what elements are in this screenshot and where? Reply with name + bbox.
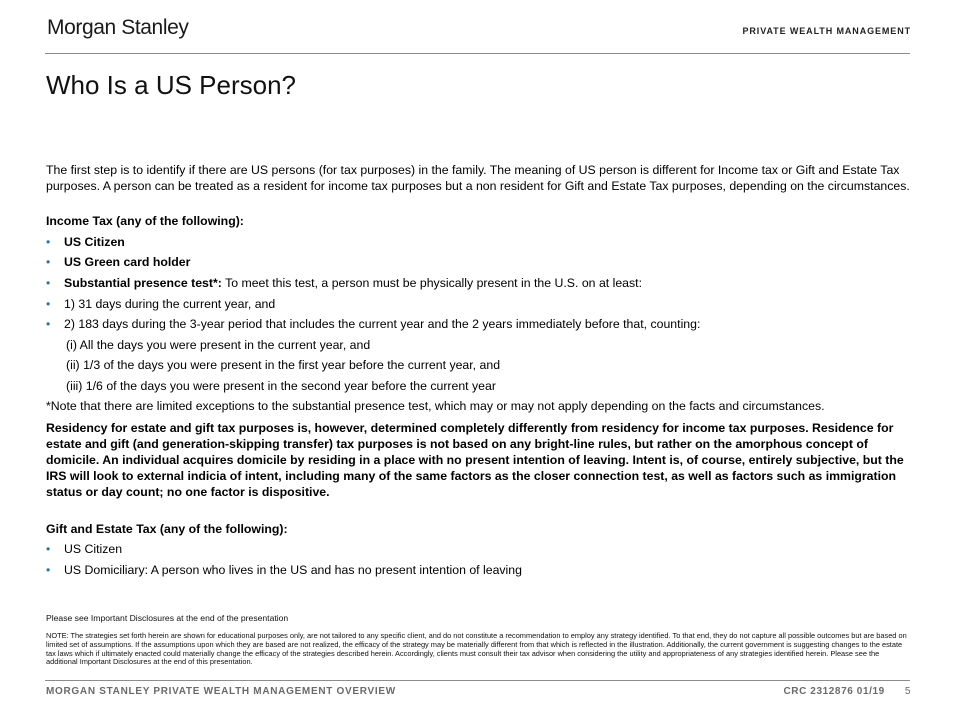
disclosure-text: Please see Important Disclosures at the end of the presentation bbox=[46, 613, 289, 623]
list-item-bold: US Citizen bbox=[64, 235, 125, 249]
sub-list-item: (ii) 1/3 of the days you were present in the first year before the current year, and bbox=[66, 358, 501, 372]
sub-list-item: (iii) 1/6 of the days you were present in the second year before the current year bbox=[66, 379, 496, 393]
list-item-text: US Domiciliary: A person who lives in the US and has no present intention of leaving bbox=[64, 563, 522, 577]
footer-meta bbox=[783, 686, 911, 697]
bullet-icon: • bbox=[46, 235, 51, 249]
list-item bbox=[46, 317, 846, 333]
list-item bbox=[46, 255, 846, 271]
legal-note: NOTE: The strategies set forth herein are shown for educational purposes only, are not tailored to any specific client, and do not constitute a recommendation to employ any strategy identified. To that end, they do not capture all possible outcomes but are based on limited set of assumptions. If the assumptions upon which they are based are not realized, the efficacy of the strategy may be materially different from that which is reflected in the illustration. Additionally, the current government is suggesting changes to the estate tax laws which if ultimately enacted could materially change the efficacy of the strategies described herein. Accordingly, clients must consult their tax advisor when considering the utility and appropriateness of any strategies identified herein. Please see the additional Important Disclosures at the end of this presentation. bbox=[46, 631, 907, 667]
list-item-text: 2) 183 days during the 3-year period that includes the current year and the 2 years immediately before that, counting: bbox=[64, 317, 701, 331]
header-divider bbox=[45, 53, 910, 54]
bullet-icon: • bbox=[46, 276, 51, 290]
bullet-icon: • bbox=[46, 563, 51, 577]
list-item bbox=[46, 542, 846, 558]
residency-paragraph: Residency for estate and gift tax purposes is, however, determined completely differently from residency for income tax purposes. Residence for estate and gift (and generation-skipping transfer) tax purposes is not based on any bright-line rules, but rather on the amorphous concept of domicile. An individual acquires domicile by residing in a place with no present intention of leaving. Intent is, of course, entirely subjective, but the IRS will look to external indicia of intent, including many of the same factors as the closer connection test, as well as factors such as immigration status or day count; no one factor is dispositive. bbox=[46, 421, 904, 499]
list-item-text: To meet this test, a person must be physically present in the U.S. on at least: bbox=[221, 276, 643, 290]
list-item-text: US Citizen bbox=[64, 542, 123, 556]
page-number: 5 bbox=[904, 686, 911, 697]
list-item-text: 1) 31 days during the current year, and bbox=[64, 297, 276, 311]
list-item bbox=[46, 563, 846, 579]
list-item bbox=[46, 235, 846, 251]
bullet-icon: • bbox=[46, 542, 51, 556]
list-item-bold: US Green card holder bbox=[64, 255, 191, 269]
footer-title: MORGAN STANLEY PRIVATE WEALTH MANAGEMENT OVERVIEW bbox=[46, 686, 396, 697]
list-item bbox=[46, 297, 846, 313]
income-tax-heading: Income Tax (any of the following): bbox=[46, 214, 244, 228]
page-title: Who Is a US Person? bbox=[46, 70, 296, 100]
division-label: PRIVATE WEALTH MANAGEMENT bbox=[742, 26, 911, 36]
bullet-icon: • bbox=[46, 297, 51, 311]
footer-code: CRC 2312876 01/19 bbox=[783, 686, 885, 697]
morgan-stanley-logo: Morgan Stanley bbox=[47, 16, 189, 39]
intro-paragraph: The first step is to identify if there are US persons (for tax purposes) in the family. The meaning of US person is different for Income tax or Gift and Estate Tax purposes. A person can be treated as a resident for income tax purposes but a non resident for Gift and Estate Tax purposes, depending on the circumstances. bbox=[46, 163, 910, 193]
gift-estate-heading: Gift and Estate Tax (any of the following): bbox=[46, 522, 288, 536]
footer-divider bbox=[45, 680, 910, 681]
list-item bbox=[46, 276, 846, 292]
bullet-icon: • bbox=[46, 317, 51, 331]
substantial-presence-note: *Note that there are limited exceptions to the substantial presence test, which may or may not apply depending on the facts and circumstances. bbox=[46, 399, 825, 413]
bullet-icon: • bbox=[46, 255, 51, 269]
list-item-bold: Substantial presence test*: bbox=[64, 276, 222, 290]
sub-list-item: (i) All the days you were present in the current year, and bbox=[66, 338, 371, 352]
